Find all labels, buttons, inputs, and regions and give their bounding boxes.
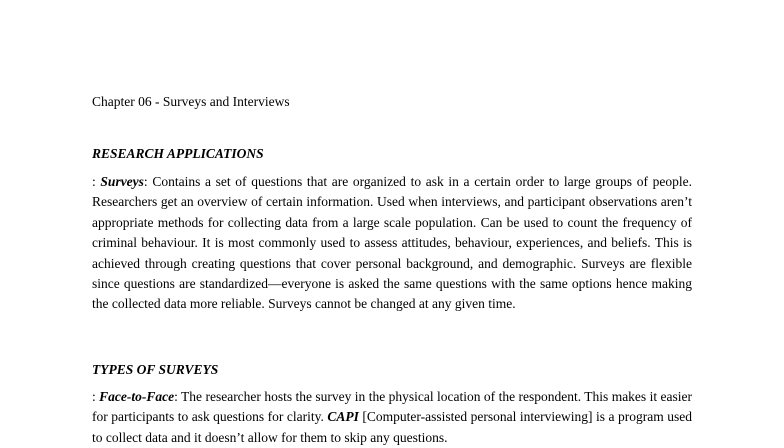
paragraph-surveys [92, 172, 692, 315]
term-face-to-face: Face-to-Face [99, 389, 175, 404]
paragraph-text-a: : The researcher hosts the survey in the physical location of the respondent. This makes it easier for participants to ask questions for clarity. [92, 389, 692, 425]
paragraph-prefix: : [92, 389, 100, 404]
section-heading-types-of-surveys: TYPES OF SURVEYS [92, 362, 219, 377]
paragraph-text: : Contains a set of questions that are organized to ask in a certain order to large groups of people. Researchers get an overview of certain information. Used when interviews, and participant observations aren’t appropriate methods for collecting data from a large scale population. Can be used to count the frequency of criminal behaviour. It is most commonly used to assess attitudes, behaviour, experiences, and beliefs. This is achieved through creating questions that cover personal background, and demographic. Surveys are flexible since questions are standardized—everyone is asked the same questions with the same options hence making the collected data more reliable. Surveys cannot be changed at any given time. [92, 174, 692, 312]
paragraph-text-b: [Computer-assisted personal interviewing] is a program used to collect data and it doesn’t allow for them to skip any questions. [92, 409, 692, 445]
document-page [92, 0, 692, 445]
paragraph-prefix: : [92, 174, 101, 189]
term-capi: CAPI [327, 409, 359, 425]
paragraph-face-to-face [92, 387, 692, 448]
chapter-title: Chapter 06 - Surveys and Interviews [92, 94, 290, 109]
section-heading-research-applications: RESEARCH APPLICATIONS [92, 146, 264, 161]
term-surveys: Surveys [100, 174, 144, 189]
